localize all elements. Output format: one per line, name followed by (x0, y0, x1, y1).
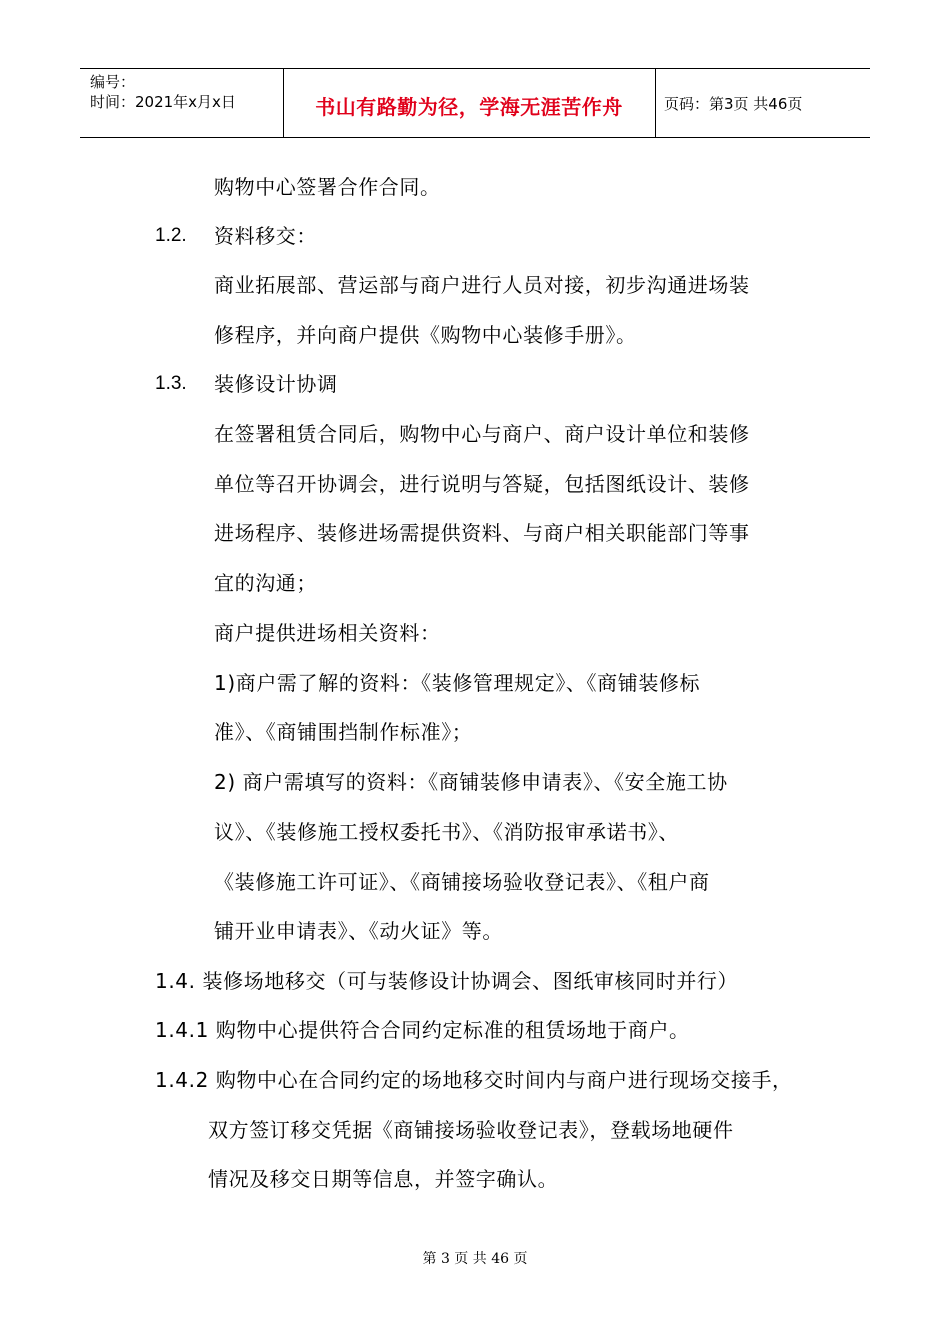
section-heading: 资料移交： (214, 224, 317, 248)
section-line: 1.4.1 购物中心提供符合合同约定标准的租赁场地于商户。 (155, 1018, 690, 1042)
body-line: 单位等召开协调会，进行说明与答疑，包括图纸设计、装修 (214, 472, 750, 496)
body-line: 在签署租赁合同后，购物中心与商户、商户设计单位和装修 (214, 422, 750, 446)
page-info: 页码：第3页 共46页 (664, 95, 803, 113)
body-line: 《装修施工许可证》、《商铺接场验收登记表》、《租户商 (214, 870, 710, 894)
time-label: 时间：2021年x月x日 (90, 93, 236, 111)
number-label: 编号： (90, 73, 136, 91)
body-line: 2) 商户需填写的资料：《商铺装修申请表》、《安全施工协 (214, 770, 728, 794)
body-line: 议》、《装修施工授权委托书》、《消防报审承诺书》、 (214, 820, 679, 844)
header-table (80, 68, 870, 138)
body-line: 铺开业申请表》、《动火证》等。 (214, 919, 503, 943)
motto: 书山有路勤为径，学海无涯苦作舟 (315, 95, 623, 119)
body-line: 商业拓展部、营运部与商户进行人员对接，初步沟通进场装 (214, 273, 750, 297)
section-heading: 装修设计协调 (214, 372, 338, 396)
body-line: 修程序，并向商户提供《购物中心装修手册》。 (214, 323, 637, 347)
body-line: 购物中心签署合作合同。 (214, 175, 441, 199)
body-line: 准》、《商铺围挡制作标准》； (214, 720, 473, 744)
section-line: 1.4. 装修场地移交（可与装修设计协调会、图纸审核同时并行） (155, 969, 739, 993)
body-line: 商户提供进场相关资料： (214, 621, 441, 645)
header-middle-cell (283, 69, 656, 137)
section-line: 1.4.2 购物中心在合同约定的场地移交时间内与商户进行现场交接手， (155, 1068, 793, 1092)
body-line: 宜的沟通； (214, 571, 317, 595)
header-right-cell (656, 69, 870, 137)
body-line: 进场程序、装修进场需提供资料、与商户相关职能部门等事 (214, 521, 750, 545)
section-number: 1.3. (155, 373, 187, 394)
body-line: 双方签订移交凭据《商铺接场验收登记表》，登载场地硬件 (208, 1118, 734, 1142)
body-line: 情况及移交日期等信息，并签字确认。 (208, 1167, 559, 1191)
body-line: 1)商户需了解的资料：《装修管理规定》、《商铺装修标 (214, 671, 701, 695)
header-left-cell (80, 69, 284, 137)
page-footer: 第 3 页 共 46 页 (422, 1251, 528, 1267)
section-number: 1.2. (155, 225, 187, 246)
